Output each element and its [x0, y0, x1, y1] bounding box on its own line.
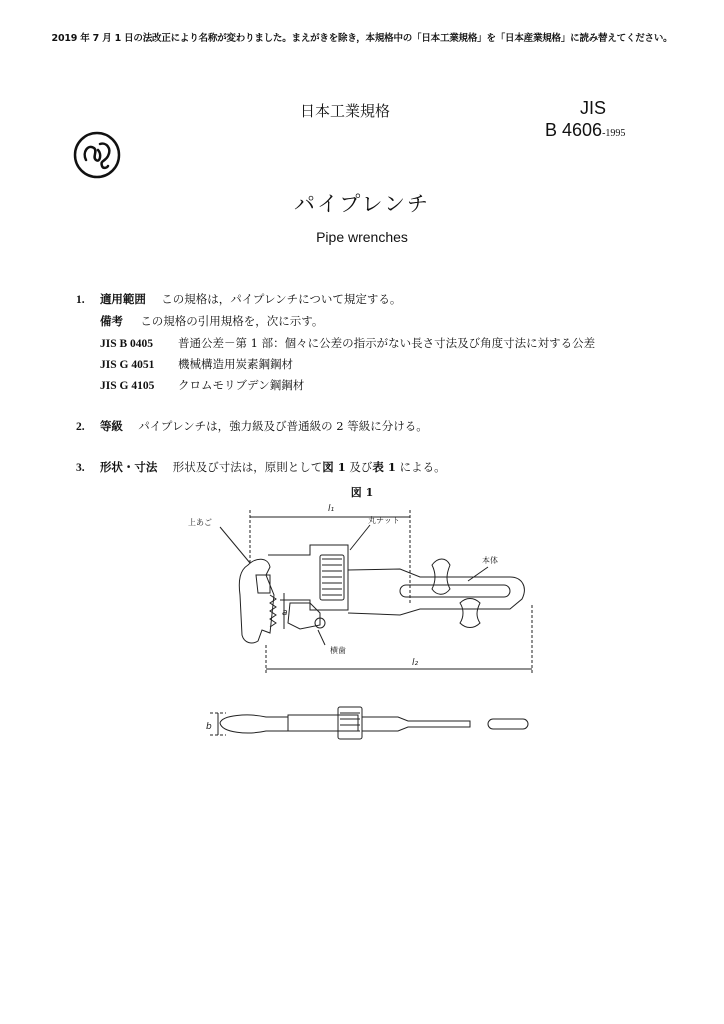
- label-round-nut: 丸ナット: [368, 516, 400, 525]
- jis-code: B 4606: [545, 120, 603, 140]
- section-text: 形状及び寸法は，原則として: [172, 460, 323, 474]
- document-title: パイプレンチ: [293, 192, 430, 216]
- side-view-head: [220, 715, 288, 733]
- document-subtitle: Pipe wrenches: [316, 229, 408, 245]
- label-b: b: [206, 722, 212, 732]
- revision-notice: 2019 年 7 月 1 日の法改正により名称が変わりました。まえがきを除き，本規格中の「日本工業規格」を「日本産業規格」に読み替えてください。: [51, 33, 673, 44]
- label-upper-jaw: 上あご: [188, 518, 212, 527]
- section-text: パイプレンチは，強力級及び普通級の 2 等級に分ける。: [138, 419, 428, 433]
- jis-number: [545, 120, 625, 141]
- section-heading: 形状・寸法: [99, 460, 158, 474]
- reference-code: JIS B 0405: [100, 338, 154, 350]
- label-a: a: [282, 608, 288, 618]
- upper-jaw: [239, 559, 274, 643]
- label-l1: l₁: [328, 504, 335, 514]
- reference-title: 機械構造用炭素鋼鋼材: [178, 357, 293, 371]
- pipe-wrench-figure: [170, 495, 570, 770]
- section-heading: 等級: [99, 419, 123, 433]
- section-text: 及び: [345, 460, 373, 474]
- remark-line: [100, 313, 323, 329]
- reference-title: 普通公差－第 1 部：個々に公差の指示がない長さ寸法及び角度寸法に対する公差: [178, 336, 596, 350]
- remark-label: 備考: [100, 314, 123, 328]
- section-1: [76, 291, 401, 307]
- section-number: 3.: [76, 462, 85, 474]
- remark-text: この規格の引用規格を，次に示す。: [140, 314, 324, 328]
- section-text: による。: [395, 460, 446, 474]
- section-number: 2.: [76, 421, 85, 433]
- section-2: [76, 418, 428, 434]
- reference-item: [100, 377, 304, 393]
- standard-type: 日本工業規格: [300, 102, 391, 120]
- label-body: 本体: [482, 556, 498, 565]
- label-l2: l₂: [412, 658, 419, 668]
- label-lower-jaw: 横歯: [330, 646, 346, 655]
- section-text: この規格は，パイプレンチについて規定する。: [161, 292, 402, 306]
- reference-code: JIS G 4051: [100, 359, 155, 371]
- reference-item: [100, 356, 293, 372]
- reference-item: [100, 335, 595, 351]
- figure-caption: 図 1: [350, 486, 374, 499]
- reference-code: JIS G 4105: [100, 380, 155, 392]
- table-reference: 表 1: [372, 460, 396, 474]
- handle: [348, 569, 524, 615]
- jis-logo-icon: [72, 130, 122, 180]
- section-number: 1.: [76, 294, 85, 306]
- figure-reference: 図 1: [322, 460, 346, 474]
- section-heading: 適用範囲: [99, 292, 146, 306]
- jis-year: -1995: [602, 128, 626, 139]
- reference-title: クロムモリブデン鋼鋼材: [178, 378, 305, 392]
- section-3: [76, 459, 446, 475]
- jis-prefix: JIS: [580, 98, 607, 118]
